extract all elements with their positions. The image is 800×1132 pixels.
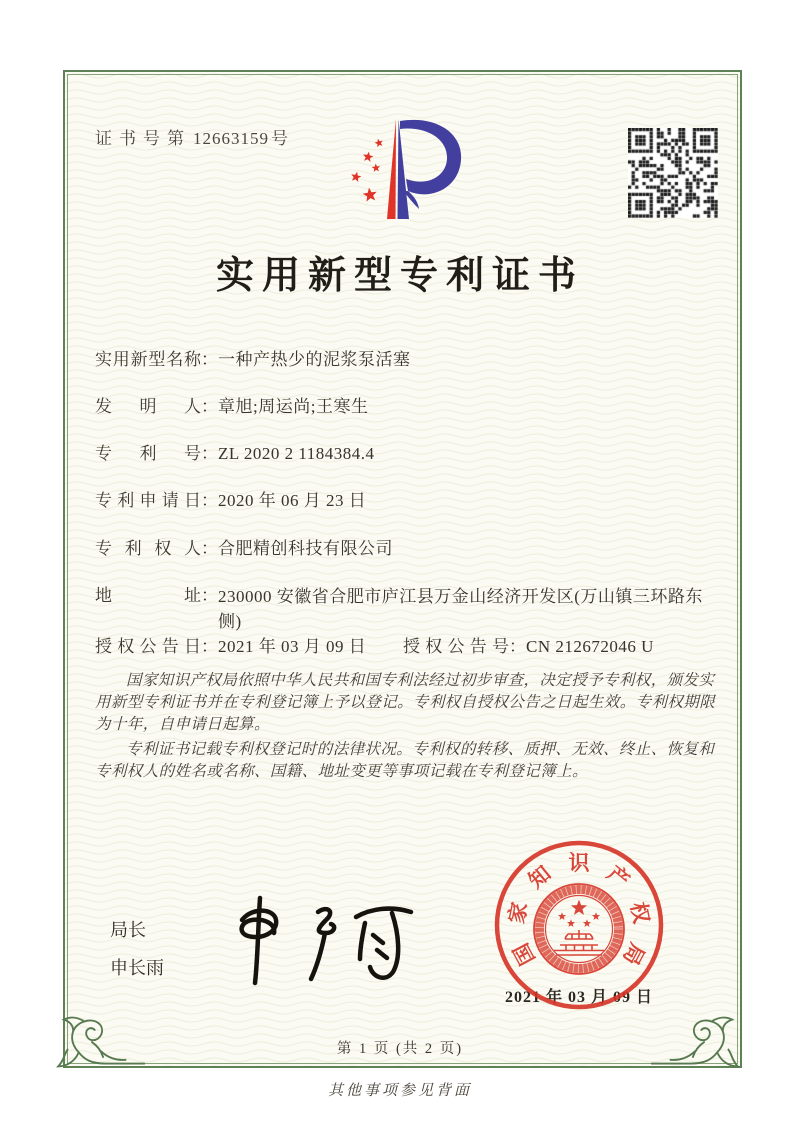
field-label: 专利申请日 bbox=[95, 491, 201, 510]
svg-text:家: 家 bbox=[504, 900, 533, 926]
document-title: 实用新型专利证书 bbox=[215, 255, 584, 297]
corner-flourish-left-icon bbox=[50, 1014, 145, 1072]
svg-text:知: 知 bbox=[523, 861, 556, 893]
field-label: 专利权人 bbox=[95, 539, 201, 558]
field-colon: ： bbox=[201, 586, 218, 605]
field-row-address bbox=[95, 584, 715, 634]
field-colon: ： bbox=[509, 637, 526, 656]
legal-text bbox=[95, 670, 716, 786]
field-label: 专利号 bbox=[95, 444, 201, 463]
seal-emblem-gate bbox=[554, 930, 604, 955]
field-value: 一种产热少的泥浆泵活塞 bbox=[218, 350, 411, 369]
svg-text:权: 权 bbox=[625, 900, 654, 926]
field-colon: ： bbox=[201, 444, 218, 463]
seal-emblem-stars bbox=[558, 900, 600, 927]
certificate-number-prefix: 证书号第 bbox=[95, 129, 191, 148]
certificate-number bbox=[95, 124, 295, 149]
field-label: 实用新型名称 bbox=[95, 350, 201, 369]
official-seal-icon bbox=[487, 833, 671, 1017]
logo-stars bbox=[351, 139, 383, 202]
svg-text:产: 产 bbox=[602, 861, 635, 893]
field-label: 发明人 bbox=[95, 397, 201, 416]
page-indicator: 第 1 页 (共 2 页) bbox=[336, 1041, 464, 1057]
field-row-inventors bbox=[95, 395, 715, 419]
signer-title: 局长 bbox=[110, 920, 146, 940]
signature-icon bbox=[222, 886, 427, 991]
field-value: 合肥精创科技有限公司 bbox=[218, 539, 393, 558]
field-colon: ： bbox=[201, 539, 218, 558]
svg-text:识: 识 bbox=[568, 851, 590, 875]
back-side-note: 其他事项参见背面 bbox=[327, 1083, 472, 1099]
field-value: 2021 年 03 月 09 日 bbox=[218, 637, 367, 656]
field-colon: ： bbox=[201, 350, 218, 369]
qr-code bbox=[628, 128, 718, 218]
legal-paragraph-1: 国家知识产权局依照中华人民共和国专利法经过初步审查，决定授予专利权，颁发实用新型专利证书并在专利登记簿上予以登记。专利权自授权公告之日起生效。专利权期限为十年，自申请日起算。 bbox=[95, 672, 716, 733]
field-value: 2020 年 06 月 23 日 bbox=[218, 491, 367, 510]
field-row-patent-number bbox=[95, 442, 715, 466]
certificate-number-value: 12663159 bbox=[193, 129, 269, 148]
corner-flourish-right-icon bbox=[651, 1014, 746, 1072]
field-value: ZL 2020 2 1184384.4 bbox=[218, 444, 375, 463]
field-colon: ： bbox=[201, 491, 218, 510]
svg-text:局: 局 bbox=[618, 939, 650, 970]
legal-paragraph-2: 专利证书记载专利权登记时的法律状况。专利权的转移、质押、无效、终止、恢复和专利权人的姓名或名称、国籍、地址变更等事项记载在专利登记簿上。 bbox=[95, 741, 715, 780]
field-row-grant bbox=[95, 635, 715, 659]
field-row-filing-date bbox=[95, 489, 715, 513]
field-colon: ： bbox=[201, 637, 218, 656]
field-value: 章旭;周运尚;王寒生 bbox=[218, 397, 369, 416]
field-colon: ： bbox=[201, 397, 218, 416]
field-value: CN 212672046 U bbox=[526, 637, 654, 656]
signer-name: 申长雨 bbox=[110, 958, 164, 978]
field-row-name bbox=[95, 348, 715, 372]
field-label: 地址 bbox=[95, 586, 201, 605]
field-label: 授权公告日 bbox=[95, 637, 201, 656]
field-label: 授权公告号 bbox=[403, 637, 509, 656]
seal-date: 2021 年 03 月 09 日 bbox=[504, 989, 653, 1006]
field-value: 230000 安徽省合肥市庐江县万金山经济开发区(万山镇三环路东侧) bbox=[218, 587, 703, 631]
svg-text:国: 国 bbox=[508, 939, 540, 970]
field-row-patentee bbox=[95, 537, 715, 561]
cnipa-logo-icon bbox=[330, 114, 470, 234]
certificate-number-suffix: 号 bbox=[271, 129, 295, 148]
